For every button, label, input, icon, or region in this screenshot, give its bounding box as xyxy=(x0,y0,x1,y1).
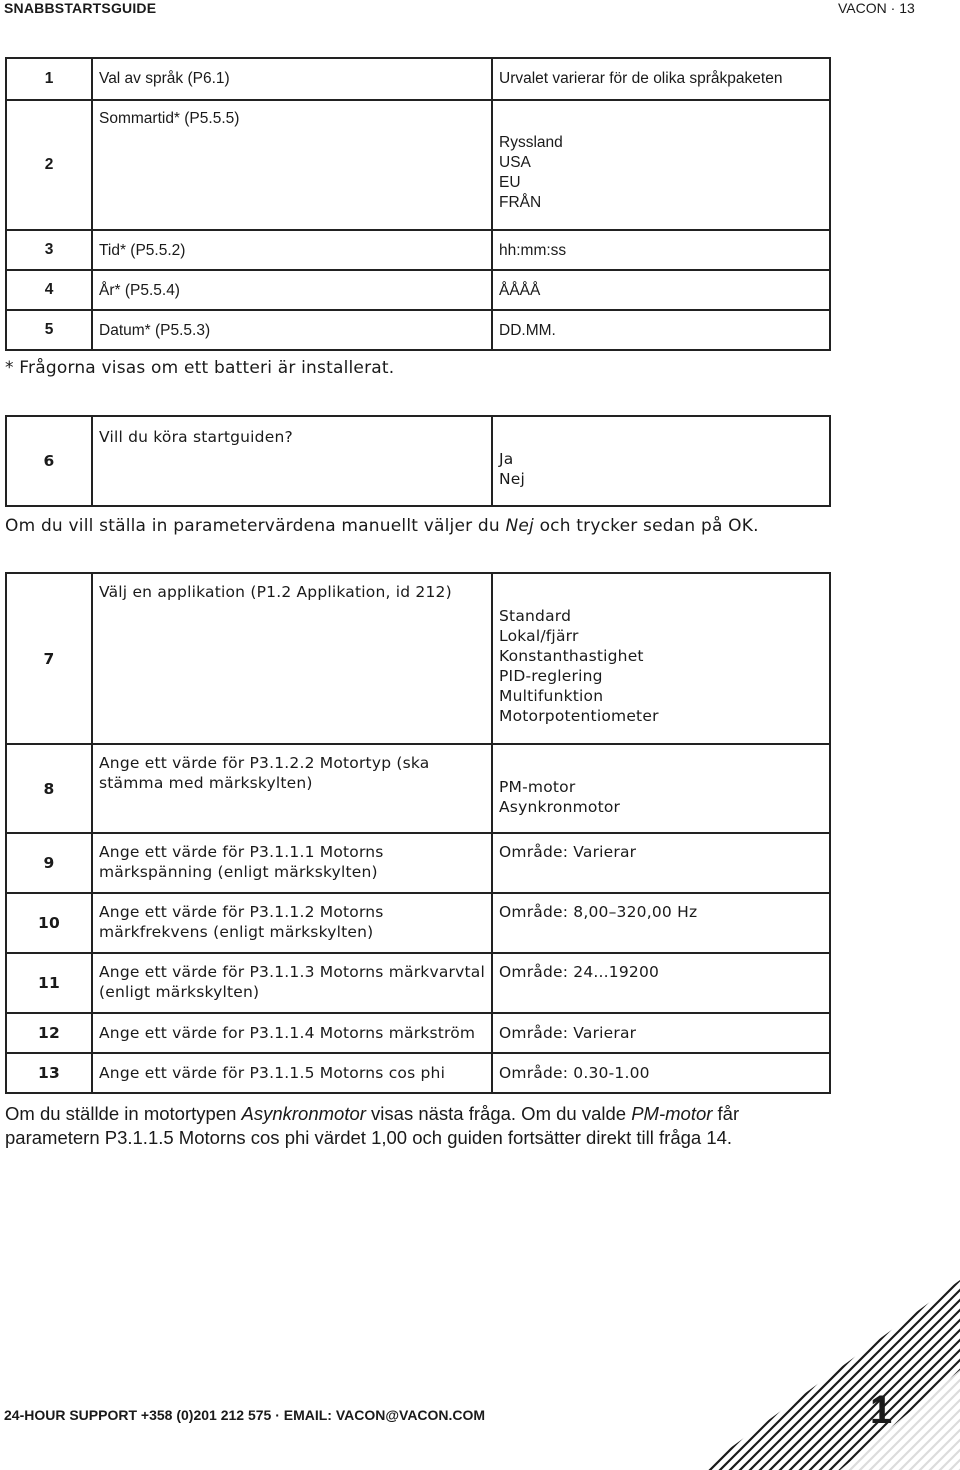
row-number: 13 xyxy=(6,1053,92,1093)
answer-line: FRÅN xyxy=(499,194,542,211)
answer-line: Motorpotentiometer xyxy=(499,707,659,725)
battery-note: * Frågorna visas om ett batteri är installerat. xyxy=(5,358,395,378)
question-cell: Ange ett värde för P3.1.1.5 Motorns cos phi xyxy=(92,1053,492,1093)
question-cell: Ange ett värde for P3.1.1.4 Motorns märkström xyxy=(92,1013,492,1053)
guide-title: SNABBSTARTSGUIDE xyxy=(4,0,157,16)
answer-line: hh:mm:ss xyxy=(499,242,567,259)
question-cell: Datum* (P5.5.3) xyxy=(92,310,492,350)
row-number: 7 xyxy=(6,573,92,744)
table-row xyxy=(6,310,830,350)
answer-line: Ja xyxy=(499,450,514,468)
answer-cell xyxy=(492,58,830,100)
table-row xyxy=(6,100,830,230)
answer-line: Lokal/fjärr xyxy=(499,627,579,645)
row-number: 4 xyxy=(6,270,92,310)
answer-line: Område: Varierar xyxy=(499,843,637,861)
answer-line: EU xyxy=(499,174,521,191)
note-text: Om du ställde in motortypen xyxy=(5,1103,242,1124)
page-header xyxy=(0,0,960,18)
table-row xyxy=(6,893,830,953)
answer-cell xyxy=(492,893,830,953)
table-row xyxy=(6,744,830,833)
row-number: 10 xyxy=(6,893,92,953)
table-row xyxy=(6,1053,830,1093)
answer-line: Område: 24...19200 xyxy=(499,963,660,981)
table-row xyxy=(6,230,830,270)
question-cell: Ange ett värde för P3.1.1.2 Motorns märkfrekvens (enligt märkskylten) xyxy=(92,893,492,953)
question-cell: Vill du köra startguiden? xyxy=(92,416,492,506)
decorative-stripes-graphic xyxy=(700,1280,960,1470)
answer-cell xyxy=(492,744,830,833)
answer-line: Område: 0.30-1.00 xyxy=(499,1064,650,1082)
question-cell: Välj en applikation (P1.2 Applikation, id 212) xyxy=(92,573,492,744)
answer-cell xyxy=(492,1053,830,1093)
answer-cell xyxy=(492,833,830,893)
answer-line: Nej xyxy=(499,470,526,488)
settings-table-3 xyxy=(5,572,831,1094)
note-text: visas nästa fråga. Om du valde xyxy=(365,1103,632,1124)
note-text: och trycker sedan på OK. xyxy=(533,516,759,536)
row-number: 8 xyxy=(6,744,92,833)
answer-line: ÅÅÅÅ xyxy=(499,282,541,299)
row-number: 11 xyxy=(6,953,92,1013)
answer-line: DD.MM. xyxy=(499,322,556,339)
question-cell: Ange ett värde för P3.1.1.3 Motorns märkvarvtal (enligt märkskylten) xyxy=(92,953,492,1013)
table-row xyxy=(6,833,830,893)
answer-line: Multifunktion xyxy=(499,687,604,705)
answer-line: Ryssland xyxy=(499,134,563,151)
question-cell: Tid* (P5.5.2) xyxy=(92,230,492,270)
question-cell: Val av språk (P6.1) xyxy=(92,58,492,100)
manual-note xyxy=(5,516,759,536)
answer-line: Asynkronmotor xyxy=(499,798,621,816)
note-emphasis: Nej xyxy=(505,516,534,536)
note-text: Om du vill ställa in parametervärdena manuellt väljer du xyxy=(5,516,506,536)
table-row xyxy=(6,1013,830,1053)
row-number: 5 xyxy=(6,310,92,350)
answer-line: Område: Varierar xyxy=(499,1024,637,1042)
row-number: 2 xyxy=(6,100,92,230)
answer-line: Område: 8,00–320,00 Hz xyxy=(499,903,698,921)
support-footer: 24-HOUR SUPPORT +358 (0)201 212 575 · EMAIL: VACON@VACON.COM xyxy=(4,1407,486,1423)
table-row xyxy=(6,953,830,1013)
page-number: VACON · 13 xyxy=(838,0,915,16)
answer-line: Standard xyxy=(499,607,572,625)
answer-line: Konstanthastighet xyxy=(499,647,644,665)
note-text: får parametern P3.1.1.5 Motorns cos phi värdet 1,00 och guiden fortsätter direkt till fråga 14. xyxy=(5,1103,740,1148)
row-number: 3 xyxy=(6,230,92,270)
question-cell: Sommartid* (P5.5.5) xyxy=(92,100,492,230)
row-number: 9 xyxy=(6,833,92,893)
note-emphasis: PM-motor xyxy=(631,1103,713,1124)
answer-cell xyxy=(492,270,830,310)
answer-cell xyxy=(492,310,830,350)
answer-cell xyxy=(492,1013,830,1053)
table-row xyxy=(6,416,830,506)
note-emphasis: Asynkronmotor xyxy=(241,1103,366,1124)
table-row xyxy=(6,270,830,310)
answer-cell xyxy=(492,100,830,230)
answer-cell xyxy=(492,416,830,506)
settings-table-2 xyxy=(5,415,831,507)
question-cell: Ange ett värde för P3.1.1.1 Motorns märkspänning (enligt märkskylten) xyxy=(92,833,492,893)
table-row xyxy=(6,573,830,744)
motor-type-note xyxy=(5,1102,805,1150)
answer-cell xyxy=(492,573,830,744)
answer-cell xyxy=(492,953,830,1013)
row-number: 12 xyxy=(6,1013,92,1053)
row-number: 1 xyxy=(6,58,92,100)
question-cell: Ange ett värde för P3.1.2.2 Motortyp (ska stämma med märkskylten) xyxy=(92,744,492,833)
answer-line: Urvalet varierar för de olika språkpaketen xyxy=(499,70,783,87)
chapter-number: 1 xyxy=(870,1388,893,1432)
answer-cell xyxy=(492,230,830,270)
settings-table-1 xyxy=(5,57,831,351)
row-number: 6 xyxy=(6,416,92,506)
answer-line: PID-reglering xyxy=(499,667,603,685)
table-row xyxy=(6,58,830,100)
question-cell: År* (P5.5.4) xyxy=(92,270,492,310)
answer-line: PM-motor xyxy=(499,778,576,796)
answer-line: USA xyxy=(499,154,531,171)
